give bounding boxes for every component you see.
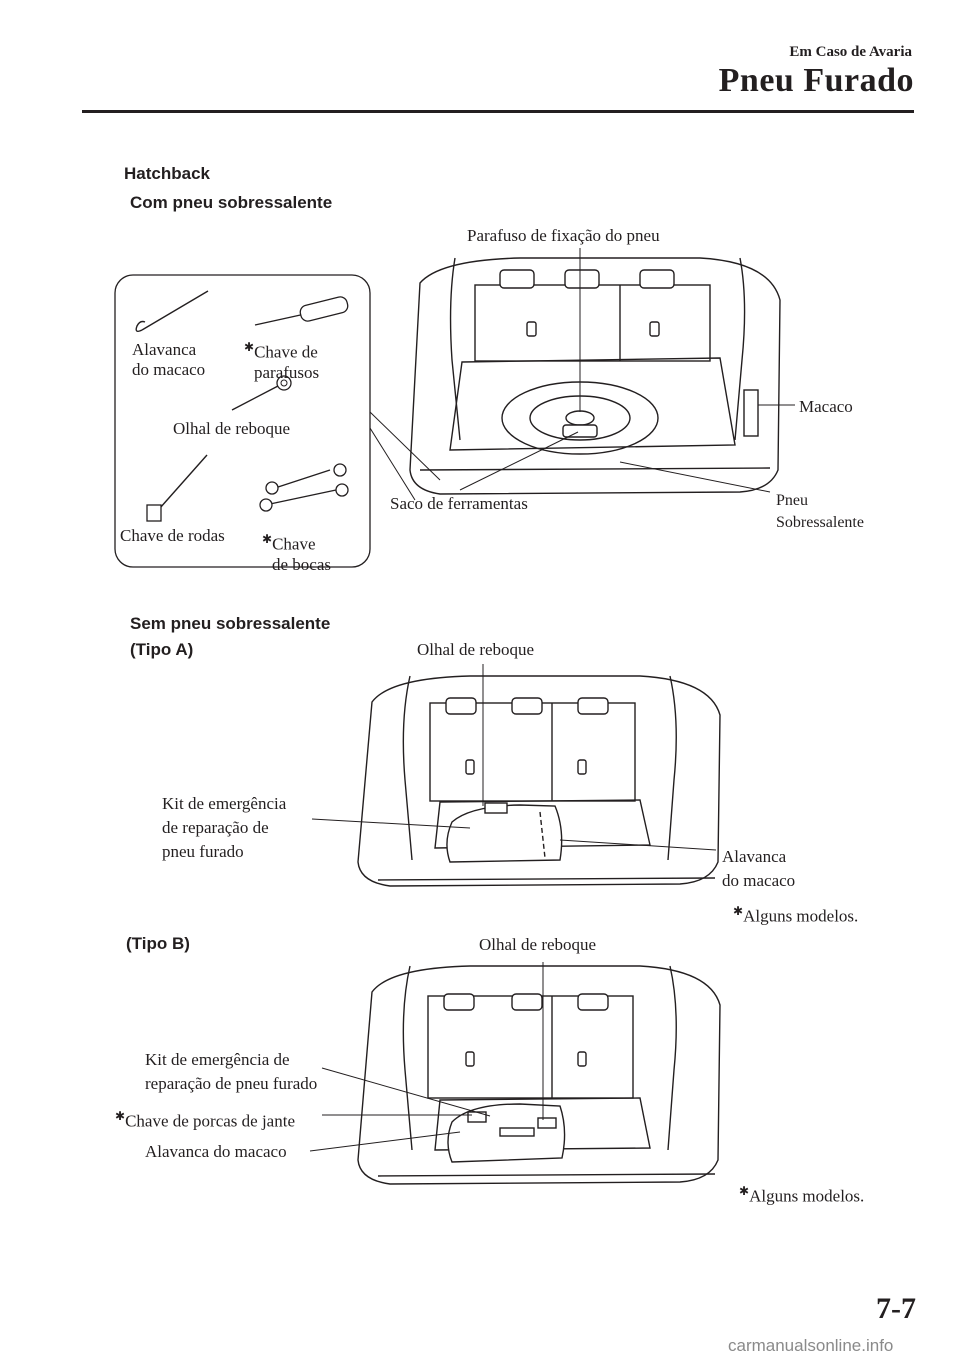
trunk-illustration-spare (410, 258, 780, 494)
page-number: 7-7 (876, 1292, 916, 1325)
trunk-illustration-type-b (358, 966, 720, 1184)
label-tow-eye-b: Olhal de reboque (479, 935, 597, 954)
label-tow-eye: Olhal de reboque (173, 419, 291, 438)
heading-with-spare: Com pneu sobressalente (130, 193, 333, 212)
trunk-illustration-type-a (358, 676, 720, 886)
heading-type-a: (Tipo A) (130, 640, 194, 659)
heading-without-spare: Sem pneu sobressalente (130, 614, 331, 633)
note-marker: ✱ (739, 1184, 750, 1198)
note-some-models-a: ✱Alguns modelos. (733, 904, 859, 926)
label-spare-bolt: Parafuso de fixação do pneu (467, 226, 660, 245)
note-marker: ✱ (733, 904, 744, 918)
label-jack: Macaco (799, 397, 853, 416)
note-some-models-b: ✱Alguns modelos. (739, 1184, 865, 1206)
label-jack-lever-b: Alavanca do macaco (145, 1142, 287, 1161)
page-title: Pneu Furado (718, 62, 914, 99)
heading-hatchback: Hatchback (124, 164, 210, 183)
label-spanner: ✱Chave de bocas (262, 532, 332, 574)
note-marker: ✱ (262, 532, 273, 546)
label-repair-kit-b: Kit de emergência de reparação de pneu furado (145, 1050, 318, 1093)
label-jack-lever-a: Alavanca do macaco (722, 847, 796, 890)
label-spare-tire: Pneu Sobressalente (776, 492, 864, 531)
note-marker: ✱ (244, 340, 255, 354)
heading-type-b: (Tipo B) (126, 934, 190, 953)
label-lug-wrench: Chave de rodas (120, 526, 225, 545)
watermark: carmanualsonline.info (728, 1336, 894, 1355)
label-lock-nut-key: ✱Chave de porcas de jante (115, 1109, 295, 1131)
note-marker: ✱ (115, 1109, 126, 1123)
label-repair-kit-a: Kit de emergência de reparação de pneu furado (162, 794, 287, 861)
label-screwdriver: ✱Chave de parafusos (244, 340, 320, 382)
label-jack-lever: Alavanca do macaco (132, 340, 206, 379)
section-title: Em Caso de Avaria (789, 44, 912, 60)
label-tow-eye-a: Olhal de reboque (417, 640, 535, 659)
label-tool-bag: Saco de ferramentas (390, 494, 528, 513)
